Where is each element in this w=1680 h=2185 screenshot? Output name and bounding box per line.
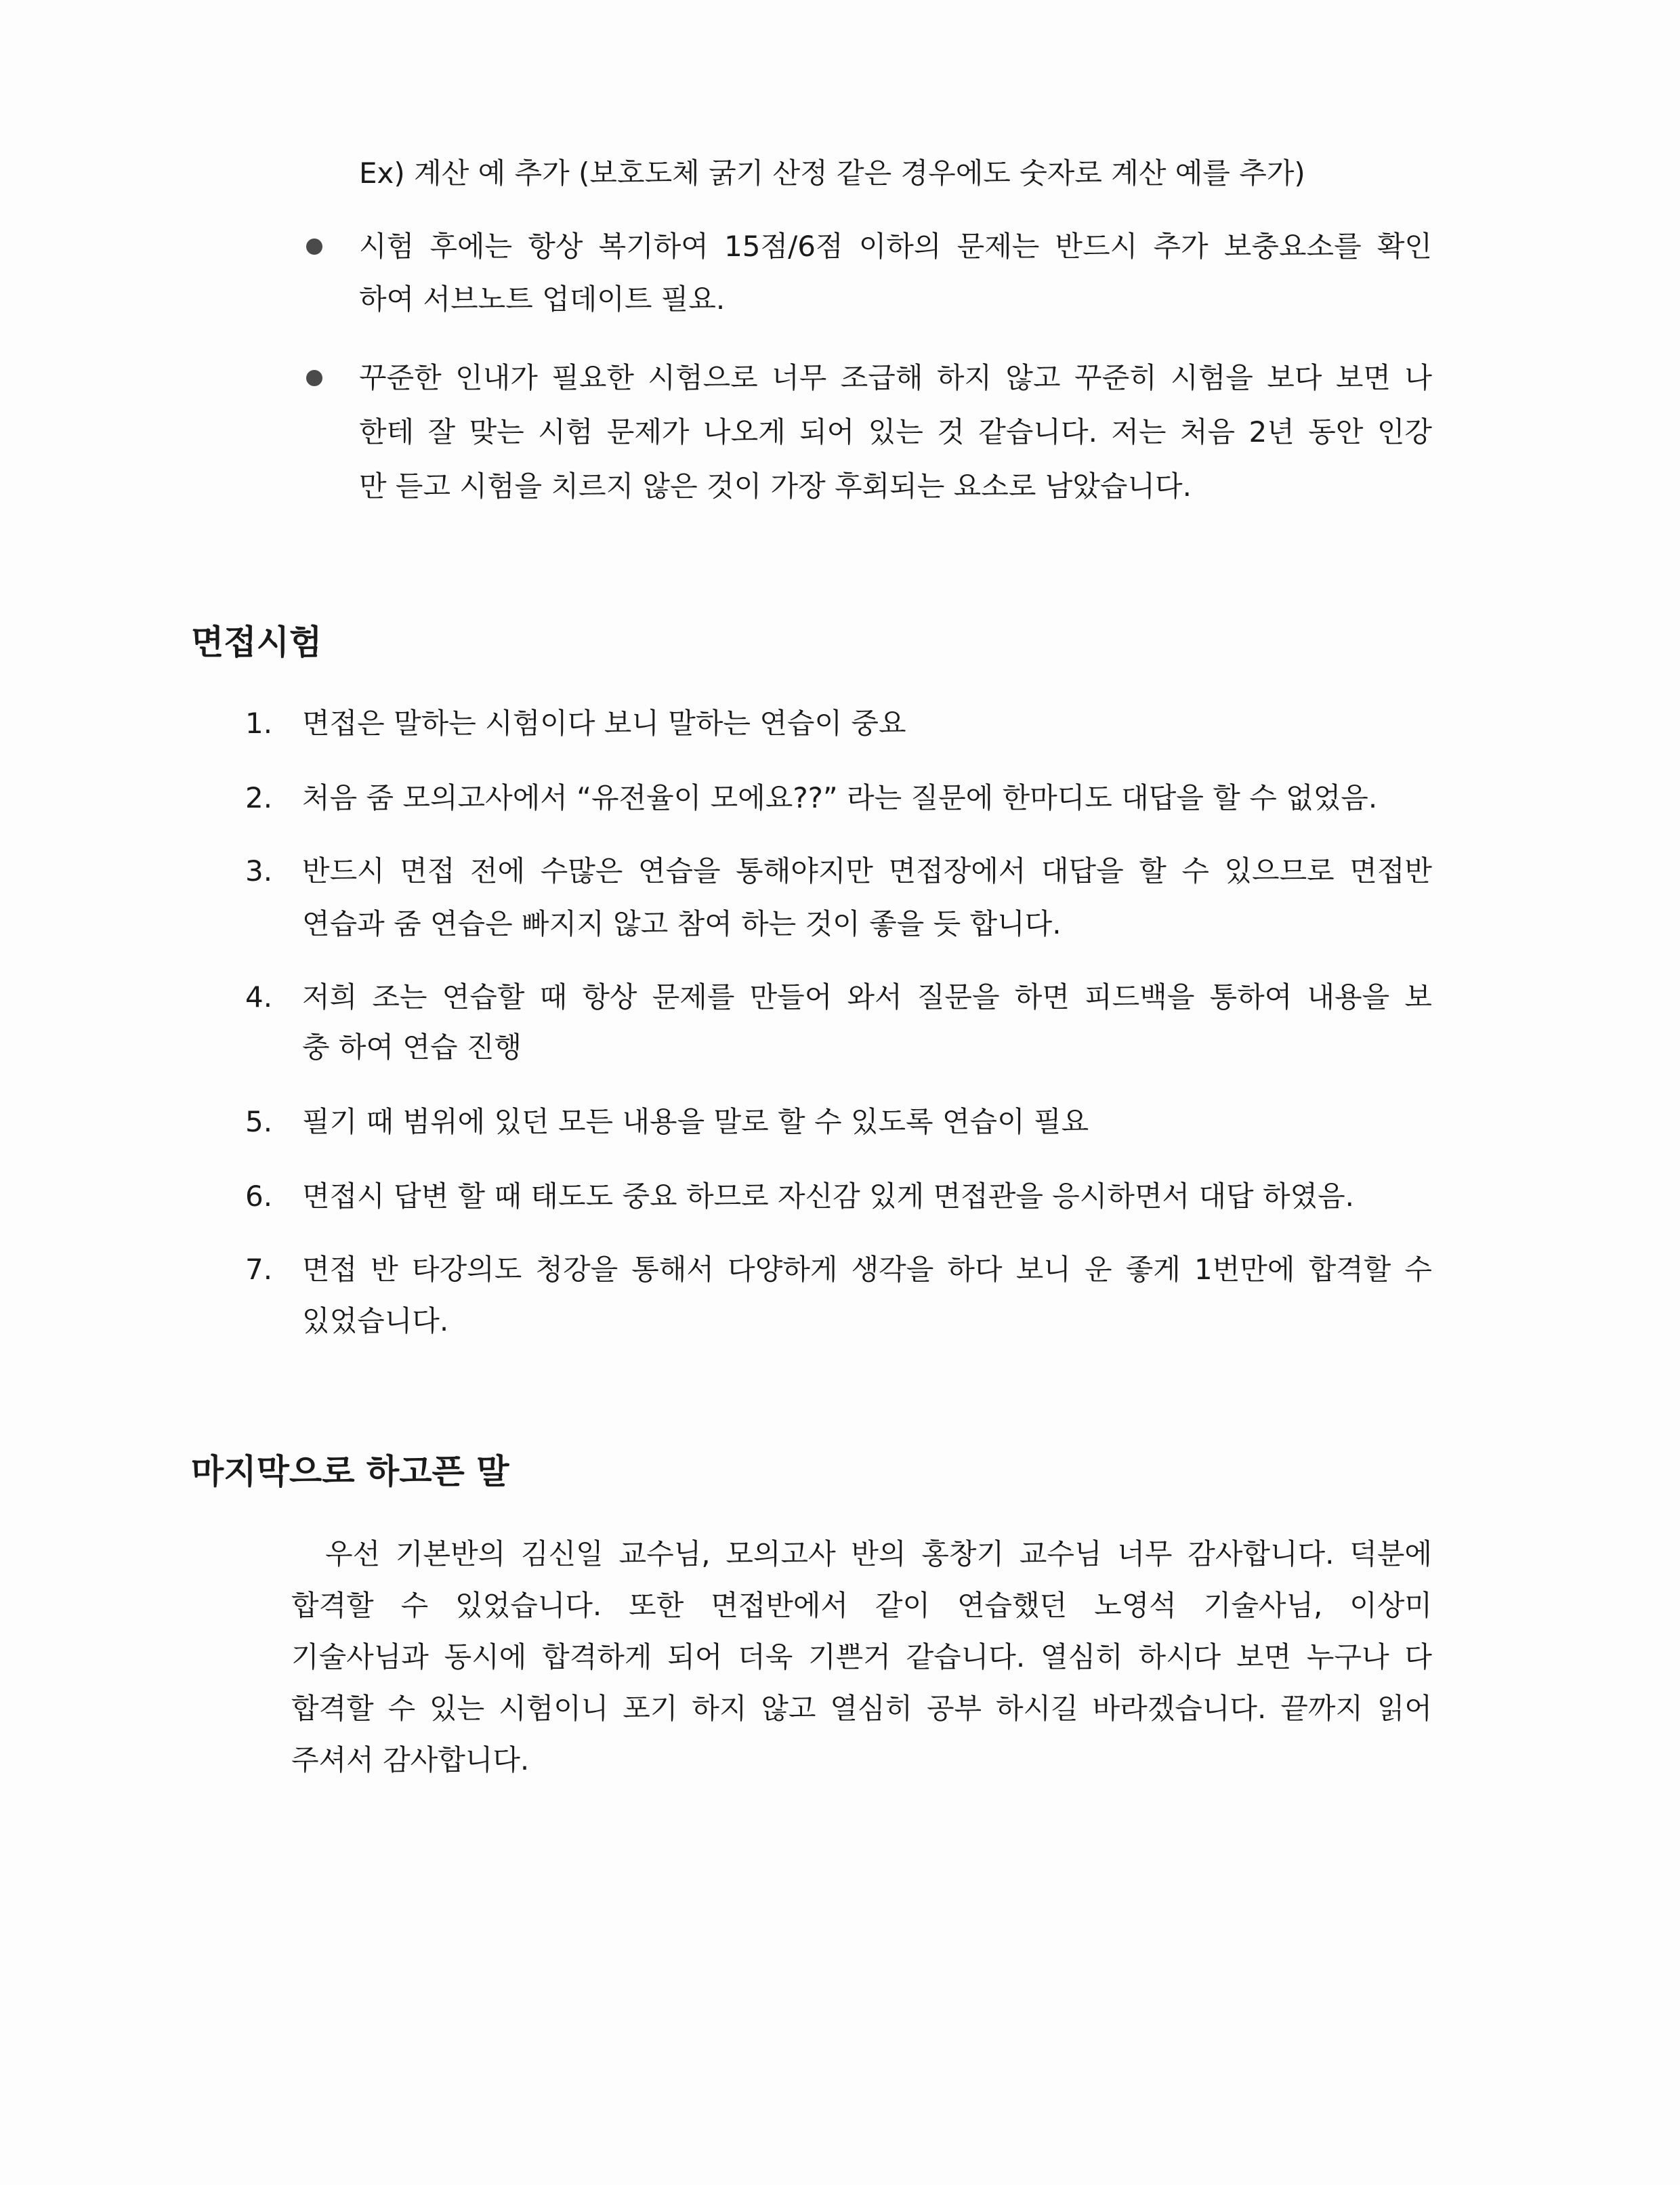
list-item-6-line-1: 면접시 답변 할 때 태도도 중요 하므로 자신감 있게 면접관을 응시하면서 대답 하였음. (302, 1180, 1355, 1213)
bullet-1-line-2: 하여 서브노트 업데이트 필요. (359, 283, 726, 316)
list-item-1-line-1: 면접은 말하는 시험이다 보니 말하는 연습이 중요 (302, 707, 906, 740)
bullet-2-line-3: 만 듣고 시험을 치르지 않은 것이 가장 후회되는 요소로 남았습니다. (359, 470, 1192, 503)
list-item-4-line-1: 저희 조는 연습할 때 항상 문제를 만들어 와서 질문을 하면 피드백을 통하여 내용을 보 (302, 980, 1432, 1014)
section-heading-interview: 면접시험 (191, 623, 322, 662)
bullet-2-line-1: 꾸준한 인내가 필요한 시험으로 너무 조급해 하지 않고 꾸준히 시험을 보다 보면 나 (359, 361, 1432, 394)
closing-line-3: 기술사님과 동시에 합격하게 되어 더욱 기쁜거 같습니다. 열심히 하시다 보면 누구나 다 (291, 1640, 1432, 1673)
closing-line-5: 주셔서 감사합니다. (291, 1743, 530, 1776)
intro-line: Ex) 계산 예 추가 (보호도체 굵기 산정 같은 경우에도 숫자로 계산 예를 추가) (359, 157, 1305, 190)
list-item-4-line-2: 충 하여 연습 진행 (302, 1031, 522, 1064)
closing-line-1: 우선 기본반의 김신일 교수님, 모의고사 반의 홍창기 교수님 너무 감사합니다. 덕분에 (325, 1537, 1432, 1570)
bullet-dot (306, 238, 322, 255)
bullet-1-line-1: 시험 후에는 항상 복기하여 15점/6점 이하의 문제는 반드시 추가 보충요소를 확인 (359, 230, 1432, 263)
list-number: 5. (245, 1105, 273, 1138)
bullet-2-line-2: 한테 잘 맞는 시험 문제가 나오게 되어 있는 것 같습니다. 저는 처음 2년 동안 인강 (359, 415, 1432, 449)
section-heading-closing: 마지막으로 하고픈 말 (191, 1452, 509, 1491)
bullet-dot (306, 370, 322, 386)
list-number: 4. (245, 980, 273, 1014)
closing-line-2: 합격할 수 있었습니다. 또한 면접반에서 같이 연습했던 노영석 기술사님, 이상미 (291, 1589, 1432, 1622)
list-item-7-line-1: 면접 반 타강의도 청강을 통해서 다양하게 생각을 하다 보니 운 좋게 1번만에 합격할 수 (302, 1253, 1432, 1286)
list-number: 3. (245, 854, 273, 888)
list-item-3-line-1: 반드시 면접 전에 수많은 연습을 통해야지만 면접장에서 대답을 할 수 있으므로 면접반 (302, 854, 1432, 888)
list-number: 1. (245, 707, 273, 740)
list-number: 7. (245, 1253, 273, 1286)
list-number: 2. (245, 781, 273, 814)
closing-line-4: 합격할 수 있는 시험이니 포기 하지 않고 열심히 공부 하시길 바라겠습니다. 끝까지 읽어 (291, 1692, 1432, 1725)
list-item-2-line-1: 처음 줌 모의고사에서 “유전율이 모에요??” 라는 질문에 한마디도 대답을 할 수 없었음. (302, 781, 1378, 814)
list-item-7-line-2: 있었습니다. (302, 1304, 449, 1337)
list-item-3-line-2: 연습과 줌 연습은 빠지지 않고 참여 하는 것이 좋을 듯 합니다. (302, 907, 1062, 940)
list-number: 6. (245, 1180, 273, 1213)
list-item-5-line-1: 필기 때 범위에 있던 모든 내용을 말로 할 수 있도록 연습이 필요 (302, 1105, 1089, 1138)
